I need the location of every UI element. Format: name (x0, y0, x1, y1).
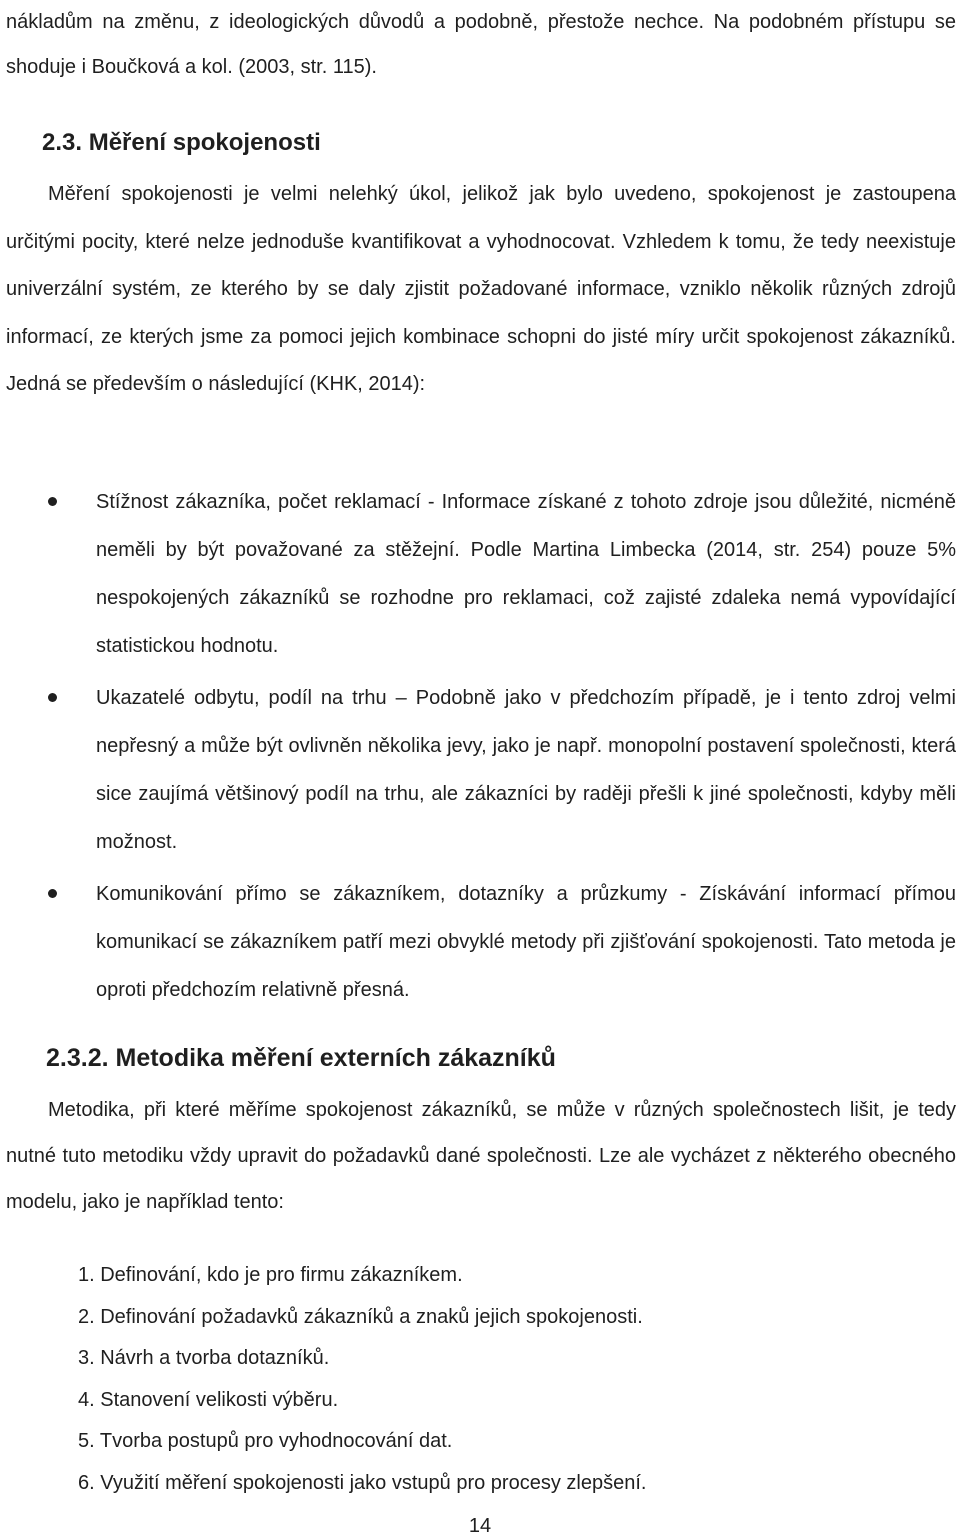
section-heading: 2.3. Měření spokojenosti (42, 129, 321, 156)
list-item-text: Komunikování přímo se zákazníkem, dotazníky a průzkumy - Získávání informací přímou komunikací se zákazníkem patří mezi obvyklé metody při zjišťování spokojenosti. Tato metoda je oproti předchozím relativně přesná. (96, 883, 956, 1001)
list-item: 6. Využití měření spokojenosti jako vstupů pro procesy zlepšení. (78, 1471, 647, 1494)
list-item (0, 478, 960, 670)
list-item (0, 674, 960, 866)
bullet-icon (48, 693, 57, 702)
list-item-text: Stížnost zákazníka, počet reklamací - Informace získané z tohoto zdroje jsou důležité, nicméně neměli by být považované za stěžejní. Podle Martina Limbecka (2014, str. 254) pouze 5% nespokojených zákazníků se rozhodne pro reklamaci, což zajisté zdaleka nemá vypovídající statistickou hodnotu. (96, 491, 956, 657)
method-paragraph: Metodika, při které měříme spokojenost zákazníků, se může v různých společnostech lišit, je tedy nutné tuto metodiku vždy upravit do požadavků dané společnosti. Lze ale vycházet z některého obecného modelu, jako je například tento: (6, 1099, 956, 1213)
list-item: 5. Tvorba postupů pro vyhodnocování dat. (78, 1430, 453, 1452)
list-item (0, 870, 960, 1014)
method-steps-list (0, 1255, 960, 1504)
list-item: 2. Definování požadavků zákazníků a znaků jejich spokojenosti. (78, 1305, 643, 1328)
list-item: 4. Stanovení velikosti výběru. (78, 1388, 339, 1411)
list-item-text: Ukazatelé odbytu, podíl na trhu – Podobně jako v předchozím případě, je i tento zdroj velmi nepřesný a může být ovlivněn několika jevy, jako je např. monopolní postavení společnosti, která sice zaujímá většinový podíl na trhu, ale zákazníci by raději přešli k jiné společnosti, kdyby měli možnost. (96, 687, 956, 853)
bullet-icon (48, 889, 57, 898)
list-item: 3. Návrh a tvorba dotazníků. (78, 1347, 330, 1369)
subsection-heading: 2.3.2. Metodika měření externích zákazníků (46, 1044, 556, 1072)
page-number: 14 (468, 1515, 492, 1537)
intro-paragraph: nákladům na změnu, z ideologických důvodů a podobně, přestože nechce. Na podobném přístupu se shoduje i Boučková a kol. (2003, str. 115). (6, 11, 956, 78)
list-item: 1. Definování, kdo je pro firmu zákazníkem. (78, 1264, 463, 1286)
measurement-paragraph: Měření spokojenosti je velmi nelehký úkol, jelikož jak bylo uvedeno, spokojenost je zastoupena určitými pocity, které nelze jednoduše kvantifikovat a vyhodnocovat. Vzhledem k tomu, že tedy neexistuje univerzální systém, ze kterého by se daly zjistit požadované informace, vzniklo několik různých zdrojů informací, ze kterých jsme za pomoci jejich kombinace schopni do jisté míry určit spokojenost zákazníků. Jedná se především o následující (KHK, 2014): (6, 183, 956, 395)
bullet-icon (48, 497, 57, 506)
information-sources-list (0, 478, 960, 1014)
